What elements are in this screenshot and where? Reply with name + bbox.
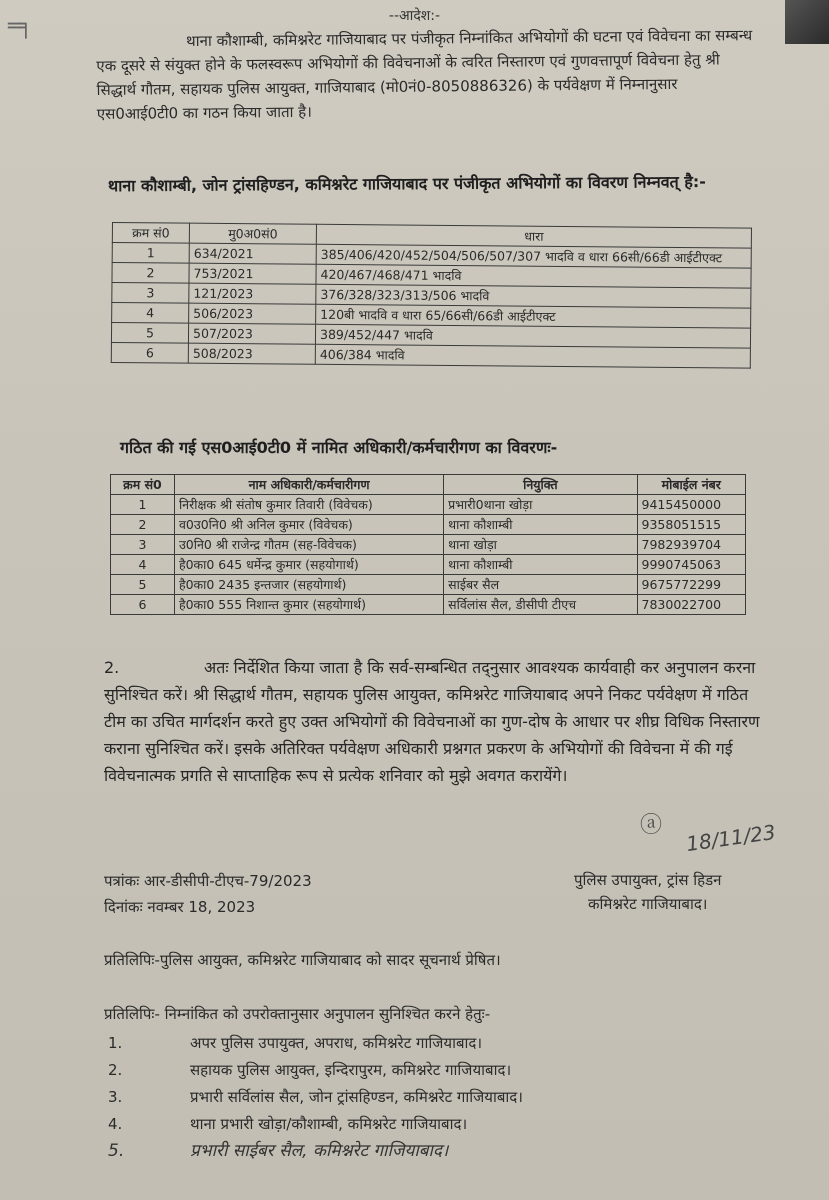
sit-section-title: गठित की गई एस0आई0टी0 में नामित अधिकारी/कर्मचारीगण का विवरणः- bbox=[120, 438, 558, 457]
signature-date: 18/11/23 bbox=[684, 819, 778, 857]
list-item bbox=[108, 1057, 523, 1084]
cell-mobile: 9358051515 bbox=[637, 515, 745, 535]
cell-name: निरीक्षक श्री संतोष कुमार तिवारी (विवेचक) bbox=[174, 495, 443, 515]
cell-serial: 4 bbox=[111, 555, 175, 575]
cell-case-number: 634/2021 bbox=[189, 243, 316, 264]
cell-case-number: 506/2023 bbox=[189, 303, 316, 324]
cell-mobile: 7982939704 bbox=[637, 535, 745, 555]
table-row bbox=[111, 515, 746, 535]
cell-posting: सर्विलांस सैल, डीसीपी टीएच bbox=[444, 595, 637, 615]
table-header-row bbox=[111, 475, 746, 495]
list-item-text: सहायक पुलिस आयुक्त, इन्दिरापुरम, कमिश्नरेट गाजियाबाद। bbox=[190, 1061, 512, 1079]
list-item-number: 3. bbox=[108, 1088, 123, 1106]
list-item-text: थाना प्रभारी खोड़ा/कौशाम्बी, कमिश्नरेट गाजियाबाद। bbox=[190, 1115, 468, 1133]
table-row bbox=[111, 495, 746, 515]
cell-sections: 120बी भादवि व धारा 65/66सी/66डी आईटीएक्ट bbox=[316, 304, 751, 328]
paragraph-number: 2. bbox=[104, 658, 120, 677]
col-header-serial: क्रम सं0 bbox=[112, 223, 189, 244]
col-header-serial: क्रम सं0 bbox=[111, 475, 175, 495]
cell-mobile: 9415450000 bbox=[637, 495, 745, 515]
cell-serial: 2 bbox=[112, 263, 189, 284]
list-item bbox=[108, 1138, 523, 1165]
signatory-designation: पुलिस उपायुक्त, ट्रांस हिडन bbox=[574, 871, 722, 889]
cell-name: व0उ0नि0 श्री अनिल कुमार (विवेचक) bbox=[174, 515, 443, 535]
col-header-mobile: मोबाईल नंबर bbox=[637, 475, 745, 495]
col-header-name: नाम अधिकारी/कर्मचारीगण bbox=[174, 475, 443, 495]
signature-scribble: ⓐ bbox=[640, 813, 663, 838]
cell-mobile: 9675772299 bbox=[637, 575, 745, 595]
cell-serial: 3 bbox=[111, 535, 175, 555]
directive-text: अतः निर्देशित किया जाता है कि सर्व-सम्बन्धित तद्नुसार आवश्यक कार्यवाही कर अनुपालन करना सुनिश्चित करें। श्री सिद्धार्थ गौतम, सहायक पुलिस आयुक्त, कमिश्नरेट गाजियाबाद अपने निकट पर्यवेक्षण में गठित टीम का उचित मार्गदर्शन करते हुए उक्त अभियोगों की विवेचनाओं का गुण-दोष के आधार पर शीघ्र विधिक निस्तारण कराना सुनिश्चित करें। इसके अतिरिक्त पर्यवेक्षण अधिकारी प्रश्नगत प्रकरण के अभियोगों की विवेचना में की गई विवेचनात्मक प्रगति से साप्ताहिक रूप से प्रत्येक शनिवार को मुझे अवगत करायेंगे। bbox=[104, 658, 760, 785]
list-item-number: 1. bbox=[108, 1034, 123, 1052]
cell-serial: 6 bbox=[111, 342, 188, 363]
reference-block bbox=[104, 868, 312, 920]
cases-table bbox=[111, 222, 752, 369]
directive-paragraph bbox=[104, 654, 764, 789]
cell-mobile: 9990745063 bbox=[637, 555, 745, 575]
cell-posting: थाना कौशाम्बी bbox=[444, 515, 637, 535]
col-header-posting: नियुक्ति bbox=[444, 475, 637, 495]
sit-members-table bbox=[110, 474, 746, 615]
cell-serial: 1 bbox=[111, 495, 175, 515]
cell-sections: 385/406/420/452/504/506/507/307 भादवि व धारा 66सी/66डी आईटीएक्ट bbox=[316, 244, 751, 268]
list-item-number: 2. bbox=[108, 1061, 123, 1079]
cell-case-number: 508/2023 bbox=[188, 343, 315, 364]
copy-recipient-list bbox=[108, 1030, 523, 1165]
cell-serial: 4 bbox=[112, 303, 189, 324]
cell-name: है0का0 645 धर्मेन्द्र कुमार (सहयोगार्थ) bbox=[174, 555, 443, 575]
col-header-case-number: मु0अ0सं0 bbox=[189, 223, 316, 244]
cell-serial: 5 bbox=[111, 575, 175, 595]
cases-section-title: थाना कौशाम्बी, जोन ट्रांसहिण्डन, कमिश्नरेट गाजियाबाद पर पंजीकृत अभियोगों का विवरण निम्नवत् है:- bbox=[107, 172, 706, 196]
cell-serial: 5 bbox=[111, 323, 188, 344]
letter-number: पत्रांकः आर-डीसीपी-टीएच-79/2023 bbox=[104, 872, 312, 890]
list-item-text: अपर पुलिस उपायुक्त, अपराध, कमिश्नरेट गाजियाबाद। bbox=[190, 1034, 483, 1052]
table-row bbox=[111, 595, 746, 615]
cell-serial: 1 bbox=[112, 243, 189, 264]
cell-serial: 6 bbox=[111, 595, 175, 615]
cell-serial: 3 bbox=[112, 283, 189, 304]
list-item-number: 5. bbox=[108, 1141, 125, 1161]
cell-mobile: 7830022700 bbox=[637, 595, 745, 615]
table-row bbox=[111, 535, 746, 555]
list-item-number: 4. bbox=[108, 1115, 123, 1133]
letter-date: दिनांकः नवम्बर 18, 2023 bbox=[104, 898, 256, 916]
list-item-text: प्रभारी साईबर सैल, कमिश्नरेट गाजियाबाद। bbox=[190, 1141, 449, 1161]
cell-posting: साईबर सैल bbox=[444, 575, 637, 595]
intro-paragraph: थाना कौशाम्बी, कमिश्नरेट गाजियाबाद पर पंजीकृत निम्नांकित अभियोगों की घटना एवं विवेचना का सम्बन्ध एक दूसरे से संयुक्त होने के फलस्वरूप अभियोगों की विवेचनाओं के त्वरित निस्तारण एवं गुणवत्तापूर्ण विवेचना हेतु श्री सिद्धार्थ गौतम, सहायक पुलिस आयुक्त, गाजियाबाद (मो0नं0-8050886326) के पर्यवेक्षण में निम्नानुसार एस0आई0टी0 का गठन किया जाता है। bbox=[96, 26, 753, 123]
cell-case-number: 753/2021 bbox=[189, 263, 316, 284]
table-row bbox=[111, 342, 750, 368]
table-row bbox=[111, 555, 746, 575]
list-item-text: प्रभारी सर्विलांस सैल, जोन ट्रांसहिण्डन, कमिश्नरेट गाजियाबाद। bbox=[190, 1088, 523, 1106]
copy-to-commissioner: प्रतिलिपिः-पुलिस आयुक्त, कमिश्नरेट गाजियाबाद को सादर सूचनार्थ प्रेषित। bbox=[104, 951, 501, 969]
signatory-office: कमिश्नरेट गाजियाबाद। bbox=[588, 895, 708, 913]
list-item bbox=[108, 1111, 523, 1138]
pen-mark-decoration: ═╕ bbox=[8, 14, 31, 39]
list-item bbox=[108, 1030, 523, 1057]
cell-sections: 406/384 भादवि bbox=[315, 344, 750, 368]
cell-serial: 2 bbox=[111, 515, 175, 535]
cell-posting: थाना कौशाम्बी bbox=[444, 555, 637, 575]
sit-table-body bbox=[111, 495, 746, 615]
cell-case-number: 507/2023 bbox=[188, 323, 315, 344]
cell-sections: 376/328/323/313/506 भादवि bbox=[316, 284, 751, 308]
copy-to-heading: प्रतिलिपिः- निम्नांकित को उपरोक्तानुसार अनुपालन सुनिश्चित करने हेतुः- bbox=[104, 1005, 491, 1023]
cell-sections: 389/452/447 भादवि bbox=[315, 324, 750, 348]
cell-case-number: 121/2023 bbox=[189, 283, 316, 304]
cases-table-body bbox=[111, 243, 751, 369]
cell-name: है0का0 2435 इन्तजार (सहयोगार्थ) bbox=[174, 575, 443, 595]
cell-sections: 420/467/468/471 भादवि bbox=[316, 264, 751, 288]
table-row bbox=[111, 575, 746, 595]
col-header-sections: धारा bbox=[316, 224, 751, 248]
list-item bbox=[108, 1084, 523, 1111]
cell-posting: प्रभारी0थाना खोड़ा bbox=[444, 495, 637, 515]
cell-name: है0का0 555 निशान्त कुमार (सहयोगार्थ) bbox=[174, 595, 443, 615]
cell-name: उ0नि0 श्री राजेन्द्र गौतम (सह-विवेचक) bbox=[174, 535, 443, 555]
order-heading: --आदेश:- bbox=[388, 8, 441, 24]
cell-posting: थाना खोड़ा bbox=[444, 535, 637, 555]
signatory-block bbox=[574, 868, 722, 916]
